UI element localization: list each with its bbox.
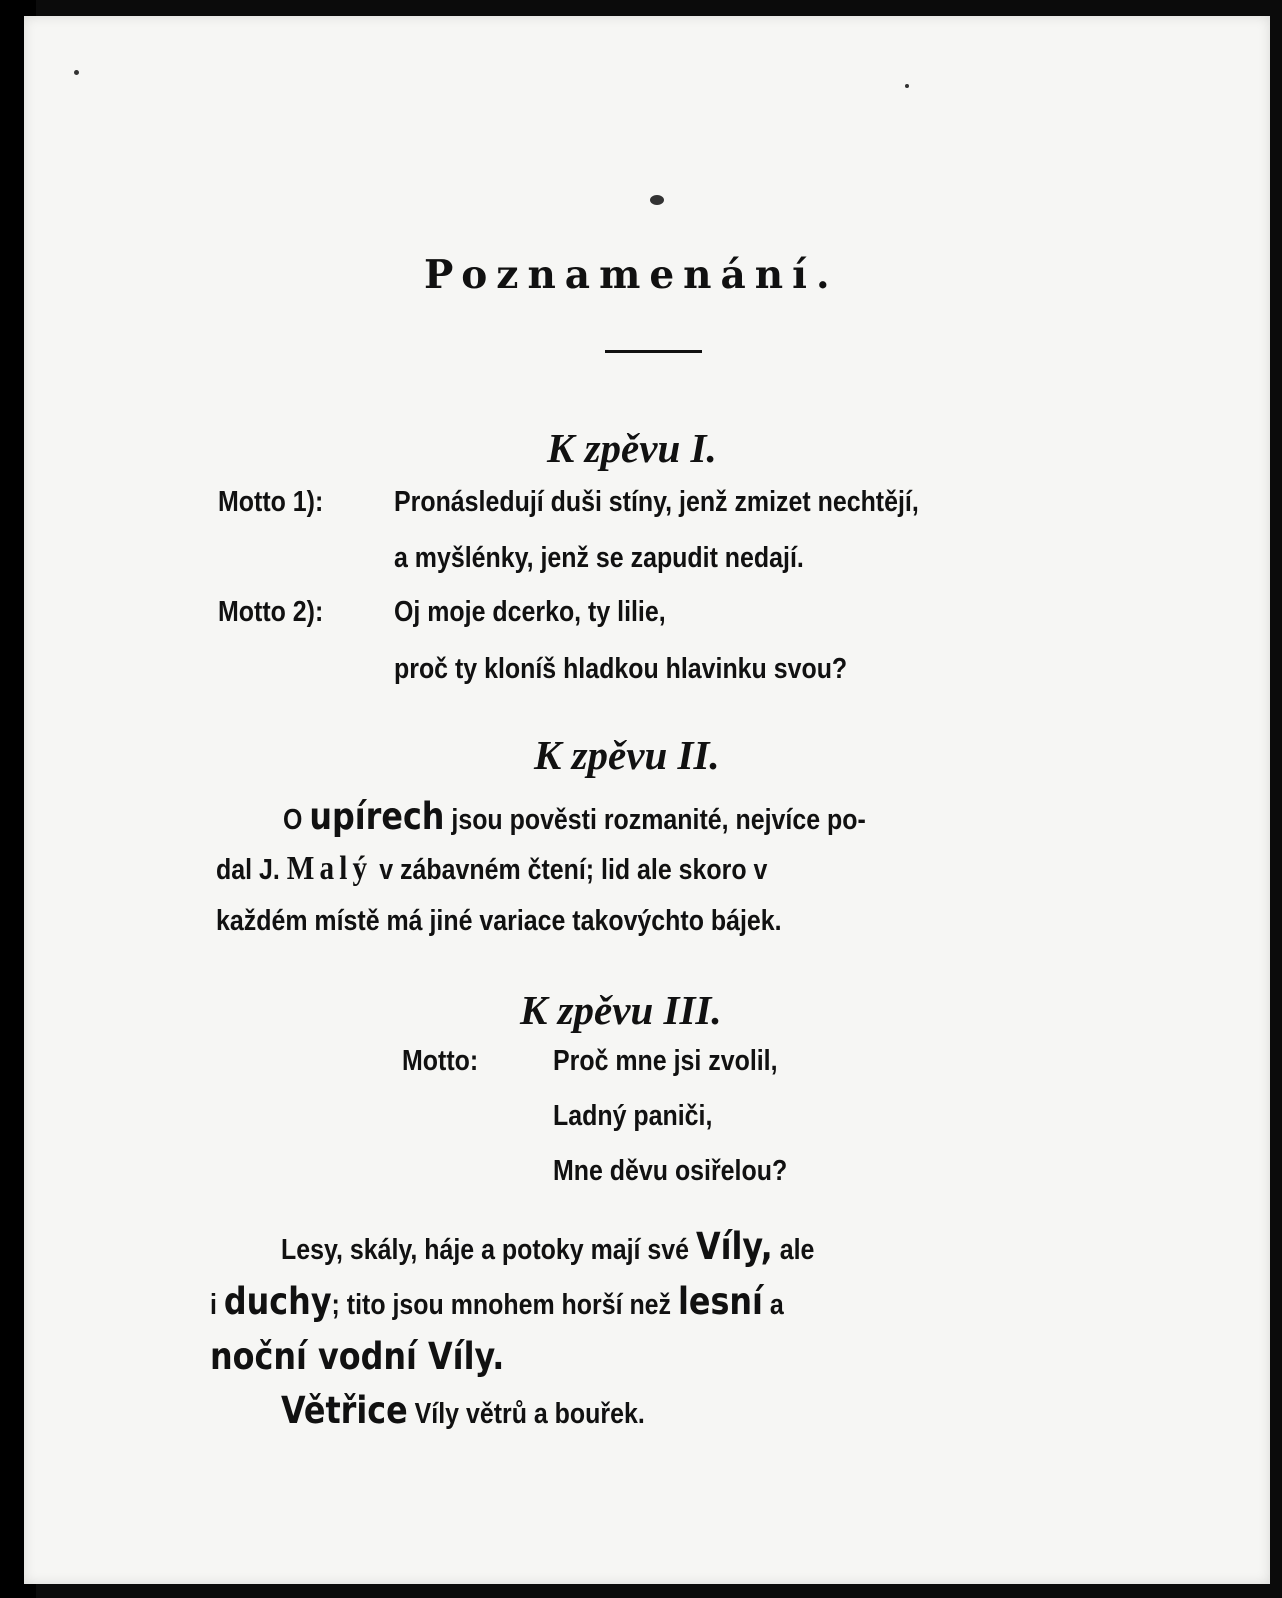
paragraph-line xyxy=(210,1280,784,1323)
text-run: ; tito jsou mnohem horší než xyxy=(331,1289,672,1321)
page-title: Poznamenání. xyxy=(424,252,839,298)
emphasis-duchy: duchy xyxy=(223,1280,332,1323)
motto-1-line-1: Pronásledují duši stíny, jenž zmizet nechtějí, xyxy=(394,486,919,518)
paragraph-line xyxy=(283,795,866,838)
motto-label-1: Motto 1): xyxy=(218,486,324,518)
paragraph-line xyxy=(210,1335,505,1378)
emphasis-lesni: lesní xyxy=(677,1280,763,1323)
text-run: v zábavném čtení; lid ale skoro v xyxy=(379,854,768,886)
emphasis-nocni-vodni-vily: noční vodní Víly. xyxy=(210,1335,505,1378)
verse-line-1: Proč mne jsi zvolil, xyxy=(553,1045,778,1077)
emphasis-vily: Víly, xyxy=(695,1225,773,1268)
text-run: dal J. xyxy=(216,854,280,886)
motto-2-line-2: proč ty kloníš hladkou hlavinku svou? xyxy=(394,653,848,685)
author-name: Malý xyxy=(286,850,373,887)
paragraph-line: každém místě má jiné variace takovýchto bájek. xyxy=(216,905,782,937)
text-run: a xyxy=(769,1289,784,1321)
verse-line-2: Ladný paniči, xyxy=(553,1100,713,1132)
emphasis-vetrice: Větřice xyxy=(281,1389,408,1432)
emphasis-upirech: upírech xyxy=(309,795,445,838)
motto-2-line-1: Oj moje dcerko, ty lilie, xyxy=(394,596,666,628)
section-heading-3: K zpěvu III. xyxy=(520,987,722,1033)
title-rule xyxy=(605,350,702,353)
motto-label-2: Motto 2): xyxy=(218,596,324,628)
text-run: Lesy, skály, háje a potoky mají své xyxy=(281,1234,690,1266)
motto-1-line-2: a myšlénky, jenž se zapudit nedají. xyxy=(394,542,804,574)
paragraph-line xyxy=(281,1225,815,1268)
paragraph-line xyxy=(216,852,767,886)
text-run: O xyxy=(283,804,303,836)
paragraph-line xyxy=(281,1389,645,1432)
section-heading-2: K zpěvu II. xyxy=(534,732,720,778)
text-run: ale xyxy=(779,1234,815,1266)
text-run: Víly větrů a bouřek. xyxy=(414,1398,645,1430)
verse-line-3: Mne děvu osiřelou? xyxy=(553,1155,788,1187)
ink-speck xyxy=(74,70,79,75)
text-run: i xyxy=(210,1289,217,1321)
ink-speck xyxy=(905,84,909,88)
ink-speck xyxy=(650,195,664,205)
motto-label-3: Motto: xyxy=(402,1045,479,1077)
section-heading-1: K zpěvu I. xyxy=(547,425,717,471)
text-run: jsou pověsti rozmanité, nejvíce po- xyxy=(451,804,866,836)
